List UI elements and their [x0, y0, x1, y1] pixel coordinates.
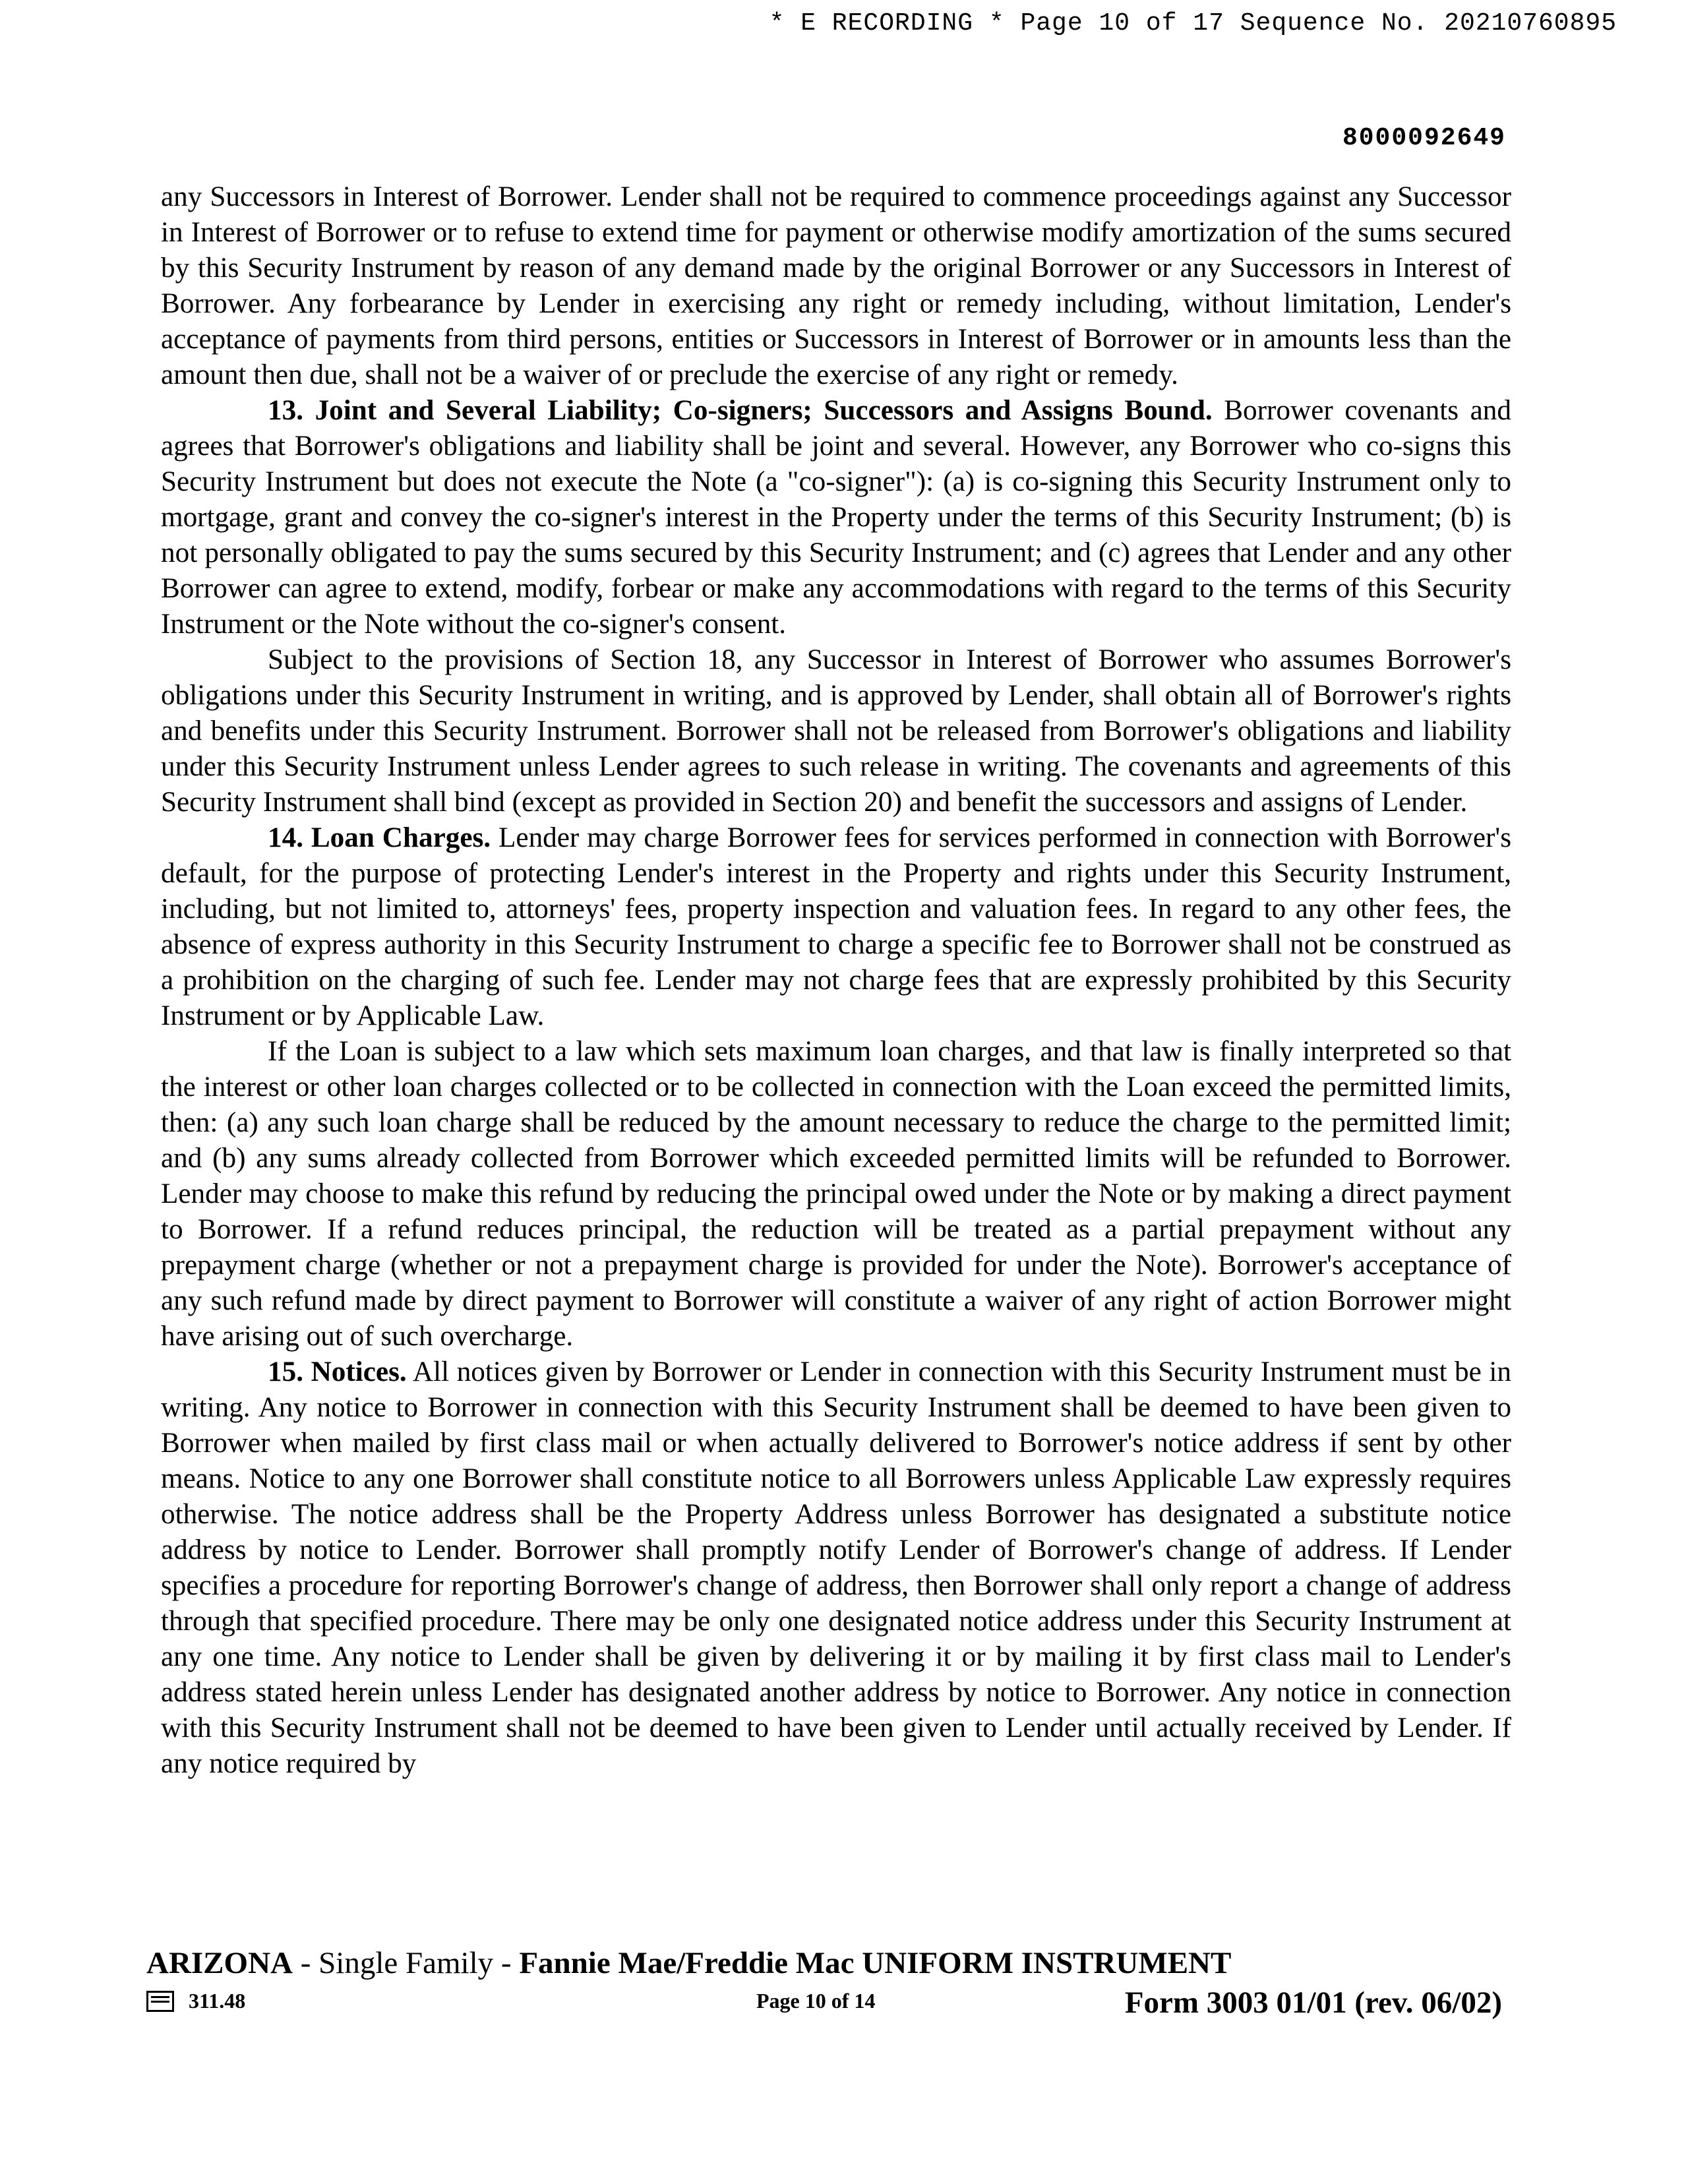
section-15-paragraph	[161, 1354, 1511, 1782]
footer-form-number: Form 3003 01/01 (rev. 06/02)	[1124, 1986, 1502, 2020]
recording-header: * E RECORDING * Page 10 of 17 Sequence No. 20210760895	[769, 9, 1617, 38]
footer-form-code-group	[146, 1989, 245, 2013]
section-14-heading: 14. Loan Charges.	[268, 822, 491, 853]
section-14-paragraph-2: If the Loan is subject to a law which sets maximum loan charges, and that law is finally interpreted so that the interest or other loan charges collected or to be collected in connection with the Loan exceed the permitted limits, then: (a) any such loan charge shall be reduced by the amount necessary to reduce the charge to the permitted limit; and (b) any sums already collected from Borrower which exceeded permitted limits will be refunded to Borrower. Lender may choose to make this refund by reducing the principal owed under the Note or by making a direct payment to Borrower. If a refund reduces principal, the reduction will be treated as a partial prepayment without any prepayment charge (whether or not a prepayment charge is provided for under the Note). Borrower's acceptance of any such refund made by direct payment to Borrower will constitute a waiver of any right of action Borrower might have arising out of such overcharge.	[161, 1036, 1511, 1352]
section-15-heading: 15. Notices.	[268, 1356, 407, 1387]
section-13-text: Borrower covenants and agrees that Borrower's obligations and liability shall be joint and several. However, any Borrower who co-signs this Security Instrument but does not execute the Note (a "co-signer"): (a) is co-signing this Security Instrument only to mortgage, grant and convey the co-signer's interest in the Property under the terms of this Security Instrument; (b) is not personally obligated to pay the sums secured by this Security Instrument; and (c) agrees that Lender and any other Borrower can agree to extend, modify, forbear or make any accommodations with regard to the terms of this Security Instrument or the Note without the co-signer's consent.	[161, 395, 1511, 640]
section-14-paragraph	[161, 820, 1511, 1034]
loan-number: 8000092649	[1342, 124, 1506, 152]
section-15-text: All notices given by Borrower or Lender in connection with this Security Instrument must be in writing. Any notice to Borrower in connection with this Security Instrument shall be deemed to have been given to Borrower when mailed by first class mail or when actually delivered to Borrower's notice address if sent by other means. Notice to any one Borrower shall constitute notice to all Borrowers unless Applicable Law expressly requires otherwise. The notice address shall be the Property Address unless Borrower has designated a substitute notice address by notice to Lender. Borrower shall promptly notify Lender of Borrower's change of address. If Lender specifies a procedure for reporting Borrower's change of address, then Borrower shall only report a change of address through that specified procedure. There may be only one designated notice address under this Security Instrument at any one time. Any notice to Lender shall be given by delivering it or by mailing it by first class mail to Lender's address stated herein unless Lender has designated another address by notice to Borrower. Any notice in connection with this Security Instrument shall not be deemed to have been given to Lender until actually received by Lender. If any notice required by	[161, 1356, 1512, 1779]
section-13-paragraph	[161, 393, 1511, 642]
footer-title-mid: - Single Family -	[292, 1946, 520, 1980]
footer-row	[146, 1986, 1502, 2026]
form-logo-icon	[146, 1991, 174, 2012]
footer-title	[146, 1945, 1231, 1981]
section-13-paragraph-2: Subject to the provisions of Section 18, any Successor in Interest of Borrower who assumes Borrower's obligations under this Security Instrument in writing, and is approved by Lender, shall obtain all of Borrower's rights and benefits under this Security Instrument. Borrower shall not be released from Borrower's obligations and liability under this Security Instrument unless Lender agrees to such release in writing. The covenants and agreements of this Security Instrument shall bind (except as provided in Section 20) and benefit the successors and assigns of Lender.	[161, 644, 1511, 818]
footer-page-label: Page 10 of 14	[756, 1989, 876, 2013]
footer-form-code: 311.48	[189, 1989, 246, 2013]
section-14-text: Lender may charge Borrower fees for services performed in connection with Borrower's default, for the purpose of protecting Lender's interest in the Property and rights under this Security Instrument, including, but not limited to, attorneys' fees, property inspection and valuation fees. In regard to any other fees, the absence of express authority in this Security Instrument to charge a specific fee to Borrower shall not be construed as a prohibition on the charging of such fee. Lender may not charge fees that are expressly prohibited by this Security Instrument or by Applicable Law.	[161, 822, 1511, 1031]
footer-title-instrument: Fannie Mae/Freddie Mac UNIFORM INSTRUMENT	[519, 1946, 1232, 1980]
paragraph-successors-continued: any Successors in Interest of Borrower. Lender shall not be required to commence proceedings against any Successor in Interest of Borrower or to refuse to extend time for payment or otherwise modify amortization of the sums secured by this Security Instrument by reason of any demand made by the original Borrower or any Successors in Interest of Borrower. Any forbearance by Lender in exercising any right or remedy including, without limitation, Lender's acceptance of payments from third persons, entities or Successors in Interest of Borrower or in amounts less than the amount then due, shall not be a waiver of or preclude the exercise of any right or remedy.	[161, 181, 1511, 390]
footer-state: ARIZONA	[146, 1946, 293, 1980]
document-body	[161, 179, 1511, 1782]
section-13-heading: 13. Joint and Several Liability; Co-signers; Successors and Assigns Bound.	[268, 395, 1213, 426]
